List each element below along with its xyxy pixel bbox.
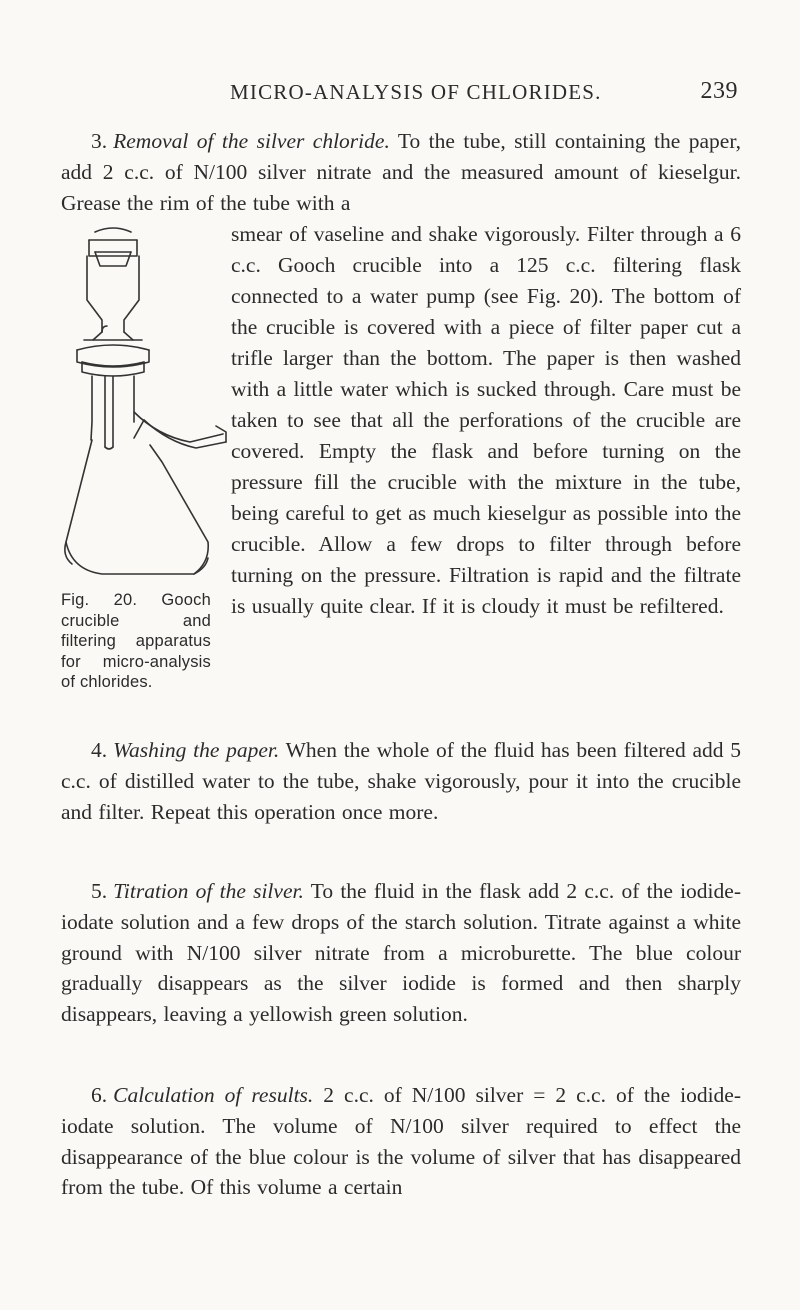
running-title: MICRO-ANALYSIS OF CHLORIDES.	[230, 80, 602, 104]
section-4-text: When the whole of the fluid has been filtered add 5 c.c. of distilled water to the tube, shake vigorously, pour it into the crucible and filter. Repeat this operation once more.	[61, 738, 741, 824]
section-6-number: 6.	[91, 1083, 108, 1107]
section-5-text: To the fluid in the flask add 2 c.c. of the iodide-iodate solution and a few drops of the starch solution. Titrate against a white ground with N/100 silver nitrate from a microburette. The blue colour gradually disappears as the silver iodide is formed and then sharply disappears, leaving a yellowish green solution.	[61, 879, 741, 1027]
running-head	[0, 80, 800, 114]
section-5-number: 5.	[91, 879, 108, 903]
figure-caption: Fig. 20. Gooch crucible and filtering apparatus for micro-analysis of chlorides.	[61, 591, 211, 691]
section-5-heading: Titration of the silver.	[113, 879, 304, 903]
section-3-text-lead: To the tube, still containing the paper, add 2 c.c. of N/100 silver nitrate and the measured amount of kieselgur. Grease the rim of the tube with a	[61, 129, 741, 215]
section-removal-of-silver-chloride	[61, 126, 741, 622]
section-calculation-of-results	[61, 1080, 741, 1203]
section-3-number: 3.	[91, 129, 108, 153]
page-number: 239	[700, 78, 738, 104]
section-washing-the-paper	[61, 735, 741, 827]
section-4-heading: Washing the paper.	[113, 738, 280, 762]
section-3-text-wrap: smear of vaseline and shake vigorously. Filter through a 6 c.c. Gooch crucible into a 125 c.c. filtering flask connected to a water pump (see Fig. 20). The bottom of the crucible is covered with a piece of filter paper cut a trifle larger than the bottom. The paper is then washed with a little water which is sucked through. Care must be taken to see that all the perforations of the crucible are covered. Empty the flask and before turning on the pressure fill the crucible with the mixture in the tube, being careful to get as much kieselgur as possible into the crucible. Allow a few drops to filter through before turning on the pressure. Filtration is rapid and the filtrate is usually quite clear. If it is cloudy it must be refiltered.	[231, 222, 741, 618]
section-4-number: 4.	[91, 738, 108, 762]
section-titration-of-silver	[61, 876, 741, 1030]
section-6-heading: Calculation of results.	[113, 1083, 314, 1107]
section-6-text: 2 c.c. of N/100 silver = 2 c.c. of the iodide-iodate solution. The volume of N/100 silver required to effect the disappearance of the blue colour is the volume of silver that has disappeared from the tube. Of this volume a certain	[61, 1083, 742, 1200]
section-3-lead	[61, 126, 741, 219]
section-3-heading: Removal of the silver chloride.	[113, 129, 390, 153]
